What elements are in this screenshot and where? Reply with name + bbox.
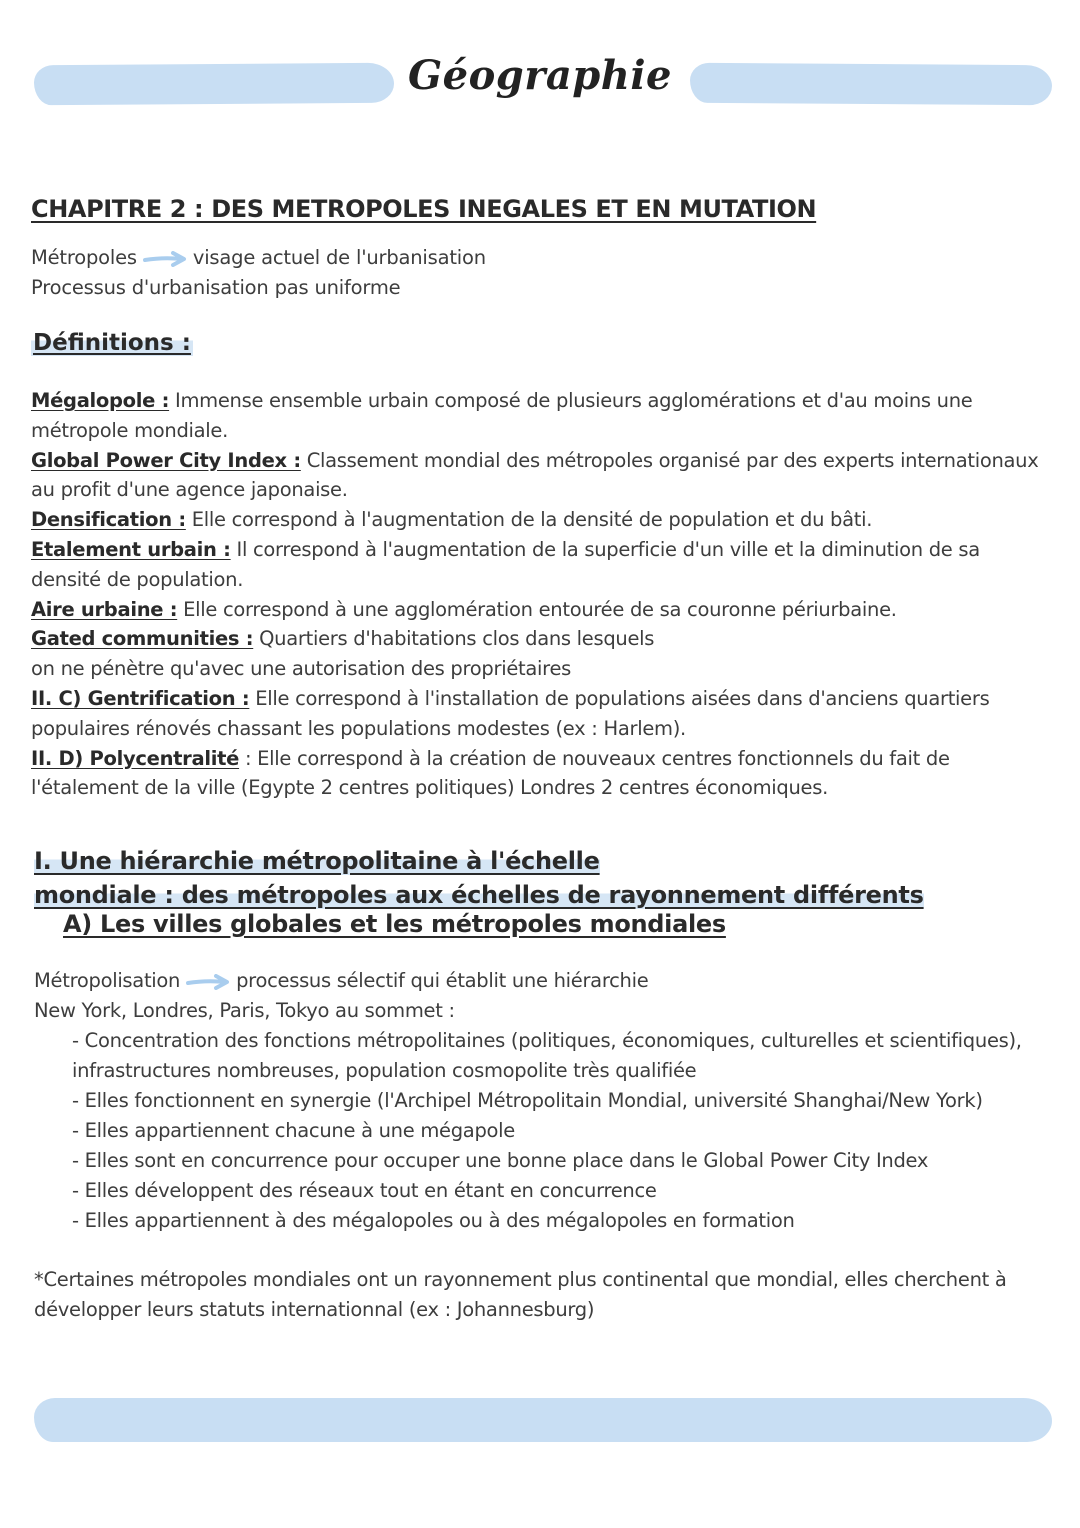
intro-line-1 xyxy=(31,246,486,269)
metropolisation-line xyxy=(34,966,1054,996)
subsection-heading: A) Les villes globales et les métropoles mondiales xyxy=(63,910,726,938)
definition-item xyxy=(31,684,1041,744)
footnote: *Certaines métropoles mondiales ont un rayonnement plus continental que mondial, elles cherchent à développer leurs statuts internationnal (ex : Johannesburg) xyxy=(34,1268,1007,1321)
definition-text: Classement mondial des métropoles organisé par des experts internationaux au profit d'une agence japonaise. xyxy=(31,448,1039,502)
definition-item xyxy=(31,386,1041,446)
section-heading-line-2: mondiale : des métropoles aux échelles de rayonnement différents xyxy=(34,881,924,909)
chapter-title: CHAPITRE 2 : DES METROPOLES INEGALES ET EN MUTATION xyxy=(31,195,817,223)
definition-text: : Elle correspond à la création de nouveaux centres fonctionnels du fait de l'étalement de la ville (Egypte 2 centres politiques) Londres 2 centres économiques. xyxy=(31,746,950,800)
definition-text: Elle correspond à l'installation de populations aisées dans d'anciens quartiers populaires rénovés chassant les populations modestes (ex : Harlem). xyxy=(31,686,990,740)
definition-item xyxy=(31,744,1041,804)
page-title: Géographie xyxy=(408,52,672,99)
definitions-heading: Définitions : xyxy=(33,330,191,356)
definition-term: Aire urbaine : xyxy=(31,597,178,621)
definition-text: Il correspond à l'augmentation de la superficie d'un ville et la diminution de sa densité de population. xyxy=(31,537,980,591)
list-item: - Elles fonctionnent en synergie (l'Archipel Métropolitain Mondial, université Shanghai/New York) xyxy=(72,1086,1054,1116)
arrow-icon xyxy=(143,251,187,267)
arrow-icon xyxy=(186,974,230,990)
metropolisation-term: Métropolisation xyxy=(34,969,181,992)
definition-term: Etalement urbain : xyxy=(31,537,231,561)
footer-brush xyxy=(34,1398,1052,1442)
definition-text: Immense ensemble urbain composé de plusieurs agglomérations et d'au moins une métropole mondiale. xyxy=(31,389,973,442)
section-body xyxy=(34,966,1054,1236)
definition-item xyxy=(31,505,1041,535)
cities-line: New York, Londres, Paris, Tokyo au sommet : xyxy=(34,999,455,1022)
list-item: - Concentration des fonctions métropolitaines (politiques, économiques, culturelles et scientifiques), infrastructures nombreuses, population cosmopolite très qualifiée xyxy=(72,1026,1054,1086)
definition-term: II. D) Polycentralité xyxy=(31,746,240,770)
intro-visage: visage actuel de l'urbanisation xyxy=(192,246,486,269)
section-heading-line-1: I. Une hiérarchie métropolitaine à l'échelle xyxy=(34,847,600,875)
definition-item xyxy=(31,595,1041,625)
section-heading xyxy=(34,844,924,912)
list-item: - Elles sont en concurrence pour occuper une bonne place dans le Global Power City Index xyxy=(72,1146,1054,1176)
definition-term: Gated communities : xyxy=(31,627,254,651)
definition-item xyxy=(31,654,1041,684)
definition-term: II. C) Gentrification : xyxy=(31,686,250,710)
definition-text: Elle correspond à une agglomération entourée de sa couronne périurbaine. xyxy=(177,597,897,621)
definition-term: Global Power City Index : xyxy=(31,448,301,472)
definition-text: Quartiers d'habitations clos dans lesquels xyxy=(253,627,655,651)
list-item: - Elles développent des réseaux tout en étant en concurrence xyxy=(72,1176,1054,1206)
definition-item xyxy=(31,624,1041,654)
intro-line-2: Processus d'urbanisation pas uniforme xyxy=(31,276,401,299)
metropolisation-text: processus sélectif qui établit une hiérarchie xyxy=(236,969,649,992)
list-item: - Elles appartiennent chacune à une mégapole xyxy=(72,1116,1054,1146)
definition-item xyxy=(31,446,1041,506)
definition-item xyxy=(31,535,1041,595)
definition-term: Densification : xyxy=(31,508,186,532)
definition-text: on ne pénètre qu'avec une autorisation des propriétaires xyxy=(31,657,571,681)
definition-term: Mégalopole : xyxy=(31,389,170,412)
intro-metropoles: Métropoles xyxy=(31,246,137,269)
bullet-list xyxy=(34,1026,1054,1236)
definitions-list xyxy=(31,386,1041,803)
definition-text: Elle correspond à l'augmentation de la densité de population et du bâti. xyxy=(185,508,873,532)
list-item: - Elles appartiennent à des mégalopoles ou à des mégalopoles en formation xyxy=(72,1206,1054,1236)
